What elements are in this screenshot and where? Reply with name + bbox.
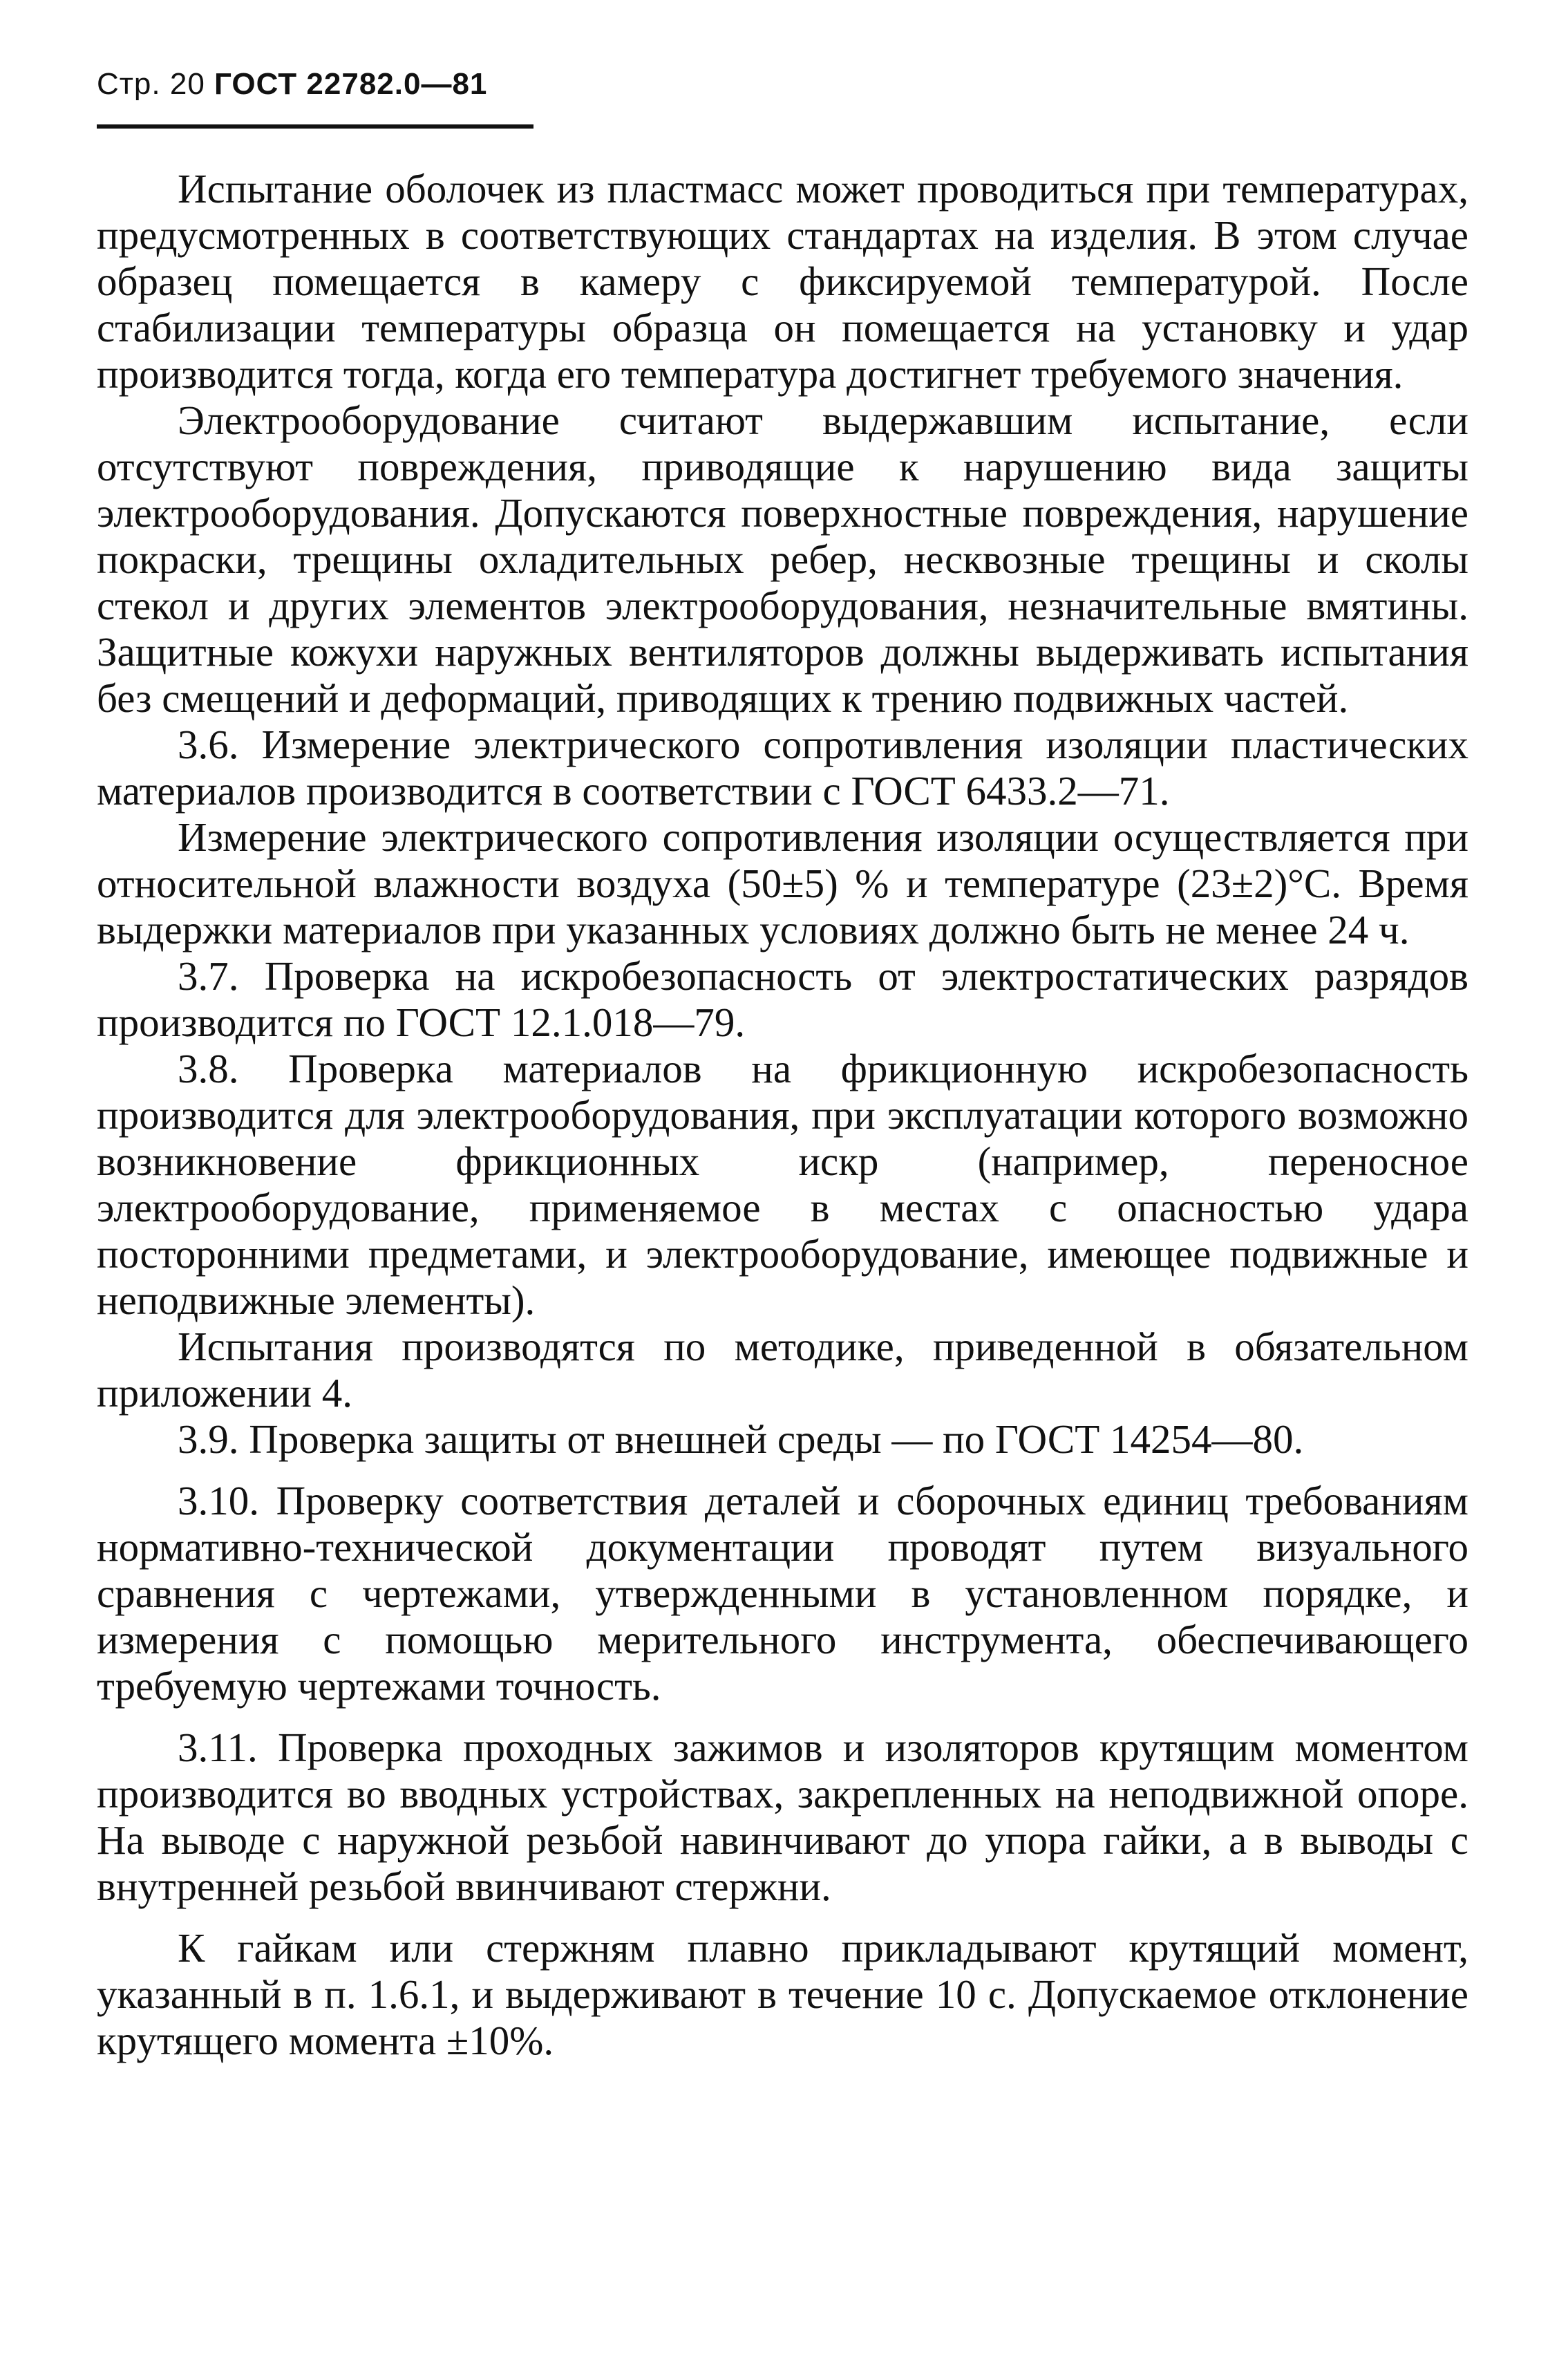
paragraph-plastic-enclosure-test: Испытание оболочек из пластмасс может проводиться при температурах, предусмотренных в соответствующих стандартах на изделия. В этом случае образец помещается в камеру с фиксируемой температурой. После стабилизации температуры образца он помещается на установку и удар производится тогда, когда его температура достигнет требуемого значения. bbox=[97, 166, 1468, 397]
page-number-label: Стр. 20 bbox=[97, 67, 205, 101]
paragraph-3-8: 3.8. Проверка материалов на фрикционную искробезопасность производится для электрооборудования, при эксплуатации которого возможно возникновение фрикционных искр (например, переносное электрооборудование, применяемое в местах с опасностью удара посторонними предметами, и электрооборудование, имеющее подвижные и неподвижные элементы). bbox=[97, 1046, 1468, 1323]
page-header bbox=[97, 64, 487, 105]
document-id: ГОСТ 22782.0—81 bbox=[214, 67, 488, 101]
paragraph-torque: К гайкам или стержням плавно прикладывают крутящий момент, указанный в п. 1.6.1, и выдерживают в течение 10 с. Допускаемое отклонение крутящего момента ±10%. bbox=[97, 1925, 1468, 2063]
paragraph-3-9: 3.9. Проверка защиты от внешней среды — по ГОСТ 14254—80. bbox=[178, 1416, 1304, 1462]
document-body bbox=[97, 166, 1468, 2064]
paragraph-3-7: 3.7. Проверка на искробезопасность от электростатических разрядов производится по ГОСТ 12.1.018—79. bbox=[97, 953, 1468, 1045]
paragraph-3-10: 3.10. Проверку соответствия деталей и сборочных единиц требованиям нормативно-технической документации проводят путем визуального сравнения с чертежами, утвержденными в установленном порядке, и измерения с помощью мерительного инструмента, обеспечивающего требуемую чертежами точность. bbox=[97, 1478, 1468, 1709]
paragraph-test-method: Испытания производятся по методике, приведенной в обязательном приложении 4. bbox=[97, 1324, 1468, 1416]
paragraph-3-6: 3.6. Измерение электрического сопротивления изоляции пластических материалов производится в соответствии с ГОСТ 6433.2—71. bbox=[97, 722, 1468, 814]
paragraph-resistance-conditions: Измерение электрического сопротивления изоляции осуществляется при относительной влажности воздуха (50±5) % и температуре (23±2)°С. Время выдержки материалов при указанных условиях должно быть не менее 24 ч. bbox=[97, 814, 1468, 952]
paragraph-acceptance-criteria: Электрооборудование считают выдержавшим испытание, если отсутствуют повреждения, приводящие к нарушению вида защиты электрооборудования. Допускаются поверхностные повреждения, нарушение покраски, трещины охладительных ребер, несквозные трещины и сколы стекол и других элементов электрооборудования, незначительные вмятины. Защитные кожухи наружных вентиляторов должны выдерживать испытания без смещений и деформаций, приводящих к трению подвижных частей. bbox=[97, 397, 1468, 721]
header-rule bbox=[97, 124, 533, 129]
paragraph-3-11: 3.11. Проверка проходных зажимов и изоляторов крутящим моментом производится во вводных устройствах, закрепленных на неподвижной опоре. На выводе с наружной резьбой навинчивают до упора гайки, а в выводы с внутренней резьбой ввинчивают стержни. bbox=[97, 1725, 1468, 1909]
